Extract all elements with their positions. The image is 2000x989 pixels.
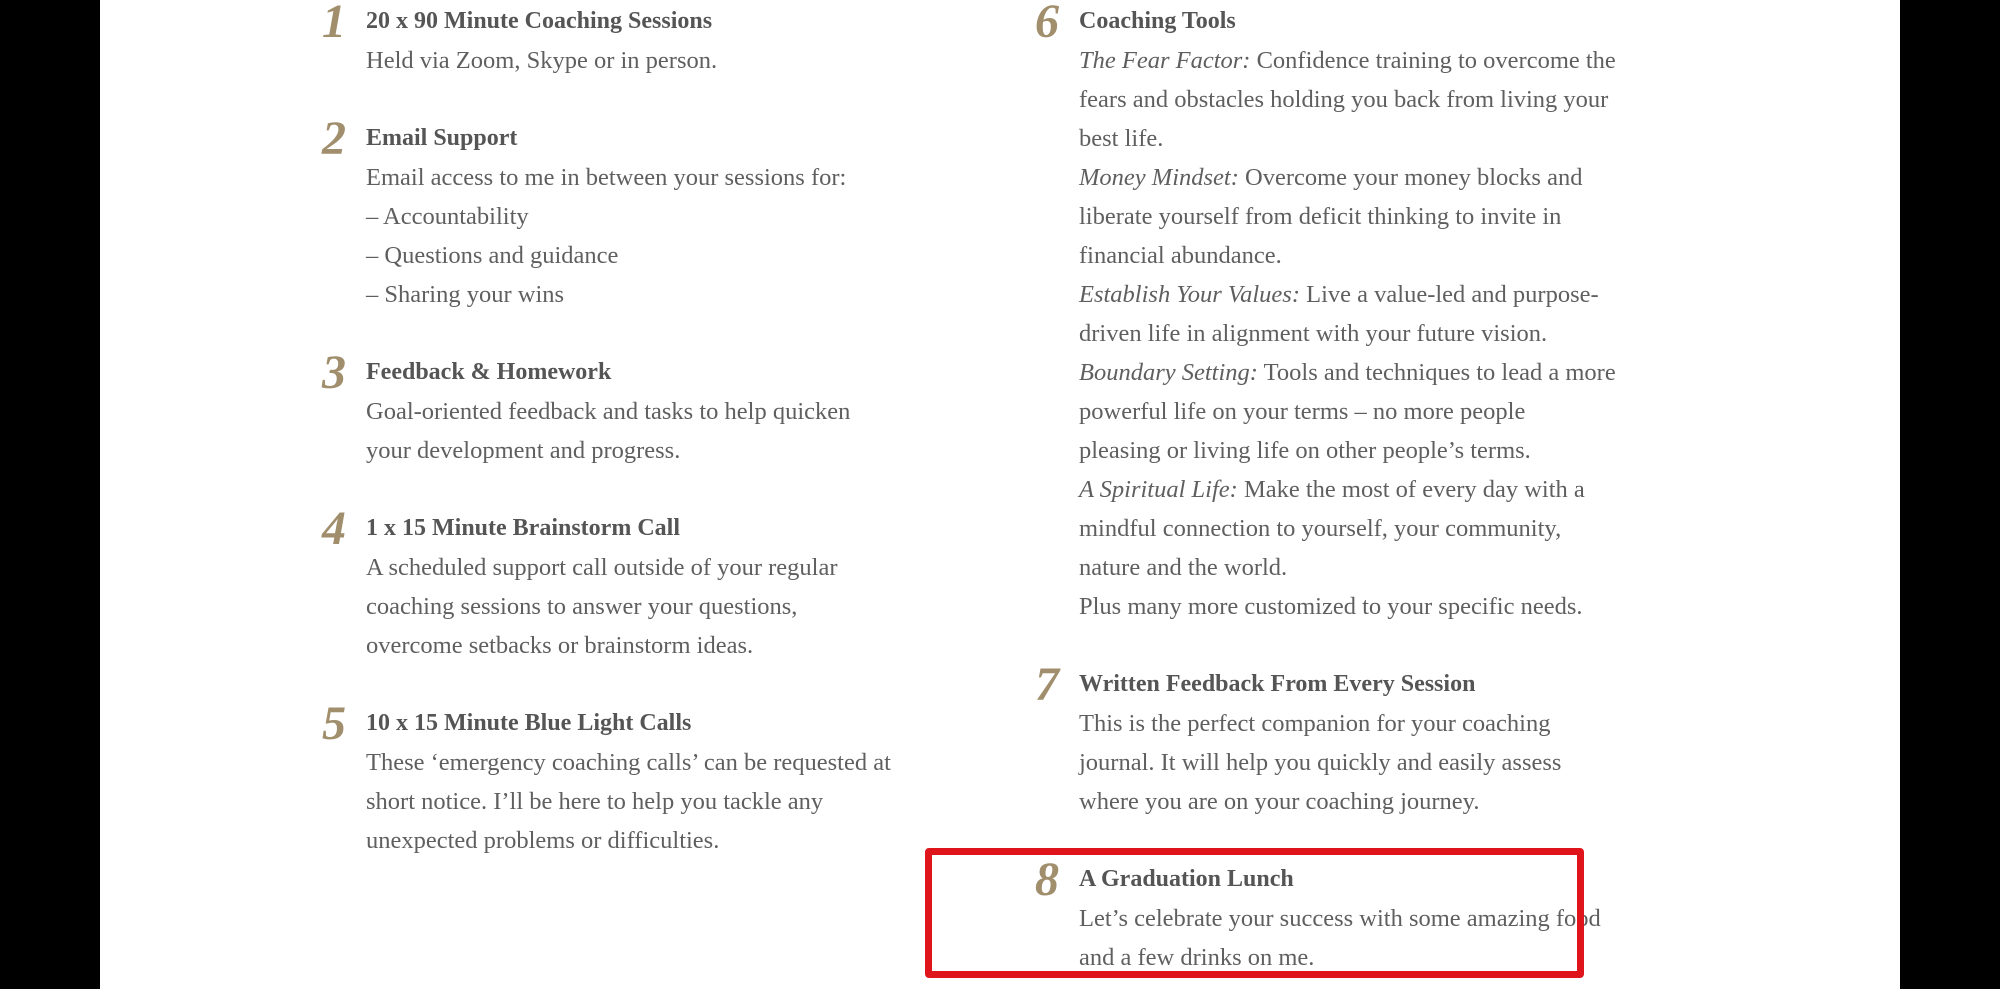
list-item-5 [322,697,926,860]
item-line: journal. It will help you quickly and easily assess [1079,749,1562,776]
tool-description: Confidence training to overcome the [1250,47,1616,74]
list-item-7 [1035,658,1699,821]
item-title: 10 x 15 Minute Blue Light Calls [366,710,692,736]
item-number: 3 [322,346,346,399]
item-line: Let’s celebrate your success with some amazing food [1079,905,1601,932]
tool-description: Tools and techniques to lead a more [1257,359,1616,386]
item-title: Coaching Tools [1079,8,1236,34]
item-number: 8 [1035,853,1059,906]
item-line: pleasing or living life on other people’s terms. [1079,437,1531,464]
highlight-box [925,848,1584,978]
item-line: unexpected problems or difficulties. [366,827,720,854]
item-number: 7 [1035,658,1059,711]
item-title: 1 x 15 Minute Brainstorm Call [366,515,680,541]
item-line: nature and the world. [1079,554,1288,581]
item-line: where you are on your coaching journey. [1079,788,1480,815]
item-line [1079,353,1699,392]
tool-name: Money Mindset: [1079,164,1239,191]
item-line [1079,41,1699,80]
item-line: overcome setbacks or brainstorm ideas. [366,632,754,659]
item-number: 4 [322,502,346,555]
item-line [1079,470,1699,509]
item-line: Held via Zoom, Skype or in person. [366,47,718,74]
item-line: – Accountability [366,203,529,230]
list-item-4 [322,502,926,665]
item-line: best life. [1079,125,1164,152]
item-line [1079,275,1699,314]
item-line: financial abundance. [1079,242,1282,269]
item-title: Feedback & Homework [366,359,612,385]
tool-description: Make the most of every day with a [1237,476,1585,503]
item-line: These ‘emergency coaching calls’ can be requested at [366,749,891,776]
item-title: Email Support [366,125,518,151]
tool-name: A Spiritual Life: [1079,476,1238,503]
item-line: and a few drinks on me. [1079,944,1315,971]
tool-name: Boundary Setting: [1079,359,1258,386]
tool-name: Establish Your Values: [1079,281,1300,308]
content-page [100,0,1900,989]
item-line: fears and obstacles holding you back from living your [1079,86,1609,113]
item-number: 2 [322,112,346,165]
item-line: powerful life on your terms – no more people [1079,398,1526,425]
item-number: 1 [322,0,346,48]
tool-description: Overcome your money blocks and [1238,164,1583,191]
list-item-2 [322,112,926,314]
item-title: A Graduation Lunch [1079,866,1294,892]
list-item-6 [1035,2,1699,626]
item-line: Email access to me in between your sessions for: [366,164,847,191]
item-line: mindful connection to yourself, your community, [1079,515,1562,542]
item-line: your development and progress. [366,437,681,464]
item-title: Written Feedback From Every Session [1079,671,1476,697]
list-item-3 [322,346,926,470]
item-line: – Sharing your wins [366,281,565,308]
item-number: 6 [1035,0,1059,48]
item-line: Goal-oriented feedback and tasks to help quicken [366,398,851,425]
item-line: Plus many more customized to your specific needs. [1079,593,1583,620]
item-line: driven life in alignment with your future vision. [1079,320,1548,347]
item-line: A scheduled support call outside of your regular [366,554,838,581]
tool-description: Live a value-led and purpose- [1300,281,1599,308]
tool-name: The Fear Factor: [1079,47,1251,74]
item-line: – Questions and guidance [366,242,619,269]
item-line [1079,158,1699,197]
list-item-1 [322,2,926,80]
item-line: short notice. I’ll be here to help you tackle any [366,788,824,815]
item-line: This is the perfect companion for your coaching [1079,710,1551,737]
item-title: 20 x 90 Minute Coaching Sessions [366,8,713,34]
item-line: liberate yourself from deficit thinking to invite in [1079,203,1562,230]
item-line: coaching sessions to answer your questions, [366,593,798,620]
item-number: 5 [322,697,346,750]
